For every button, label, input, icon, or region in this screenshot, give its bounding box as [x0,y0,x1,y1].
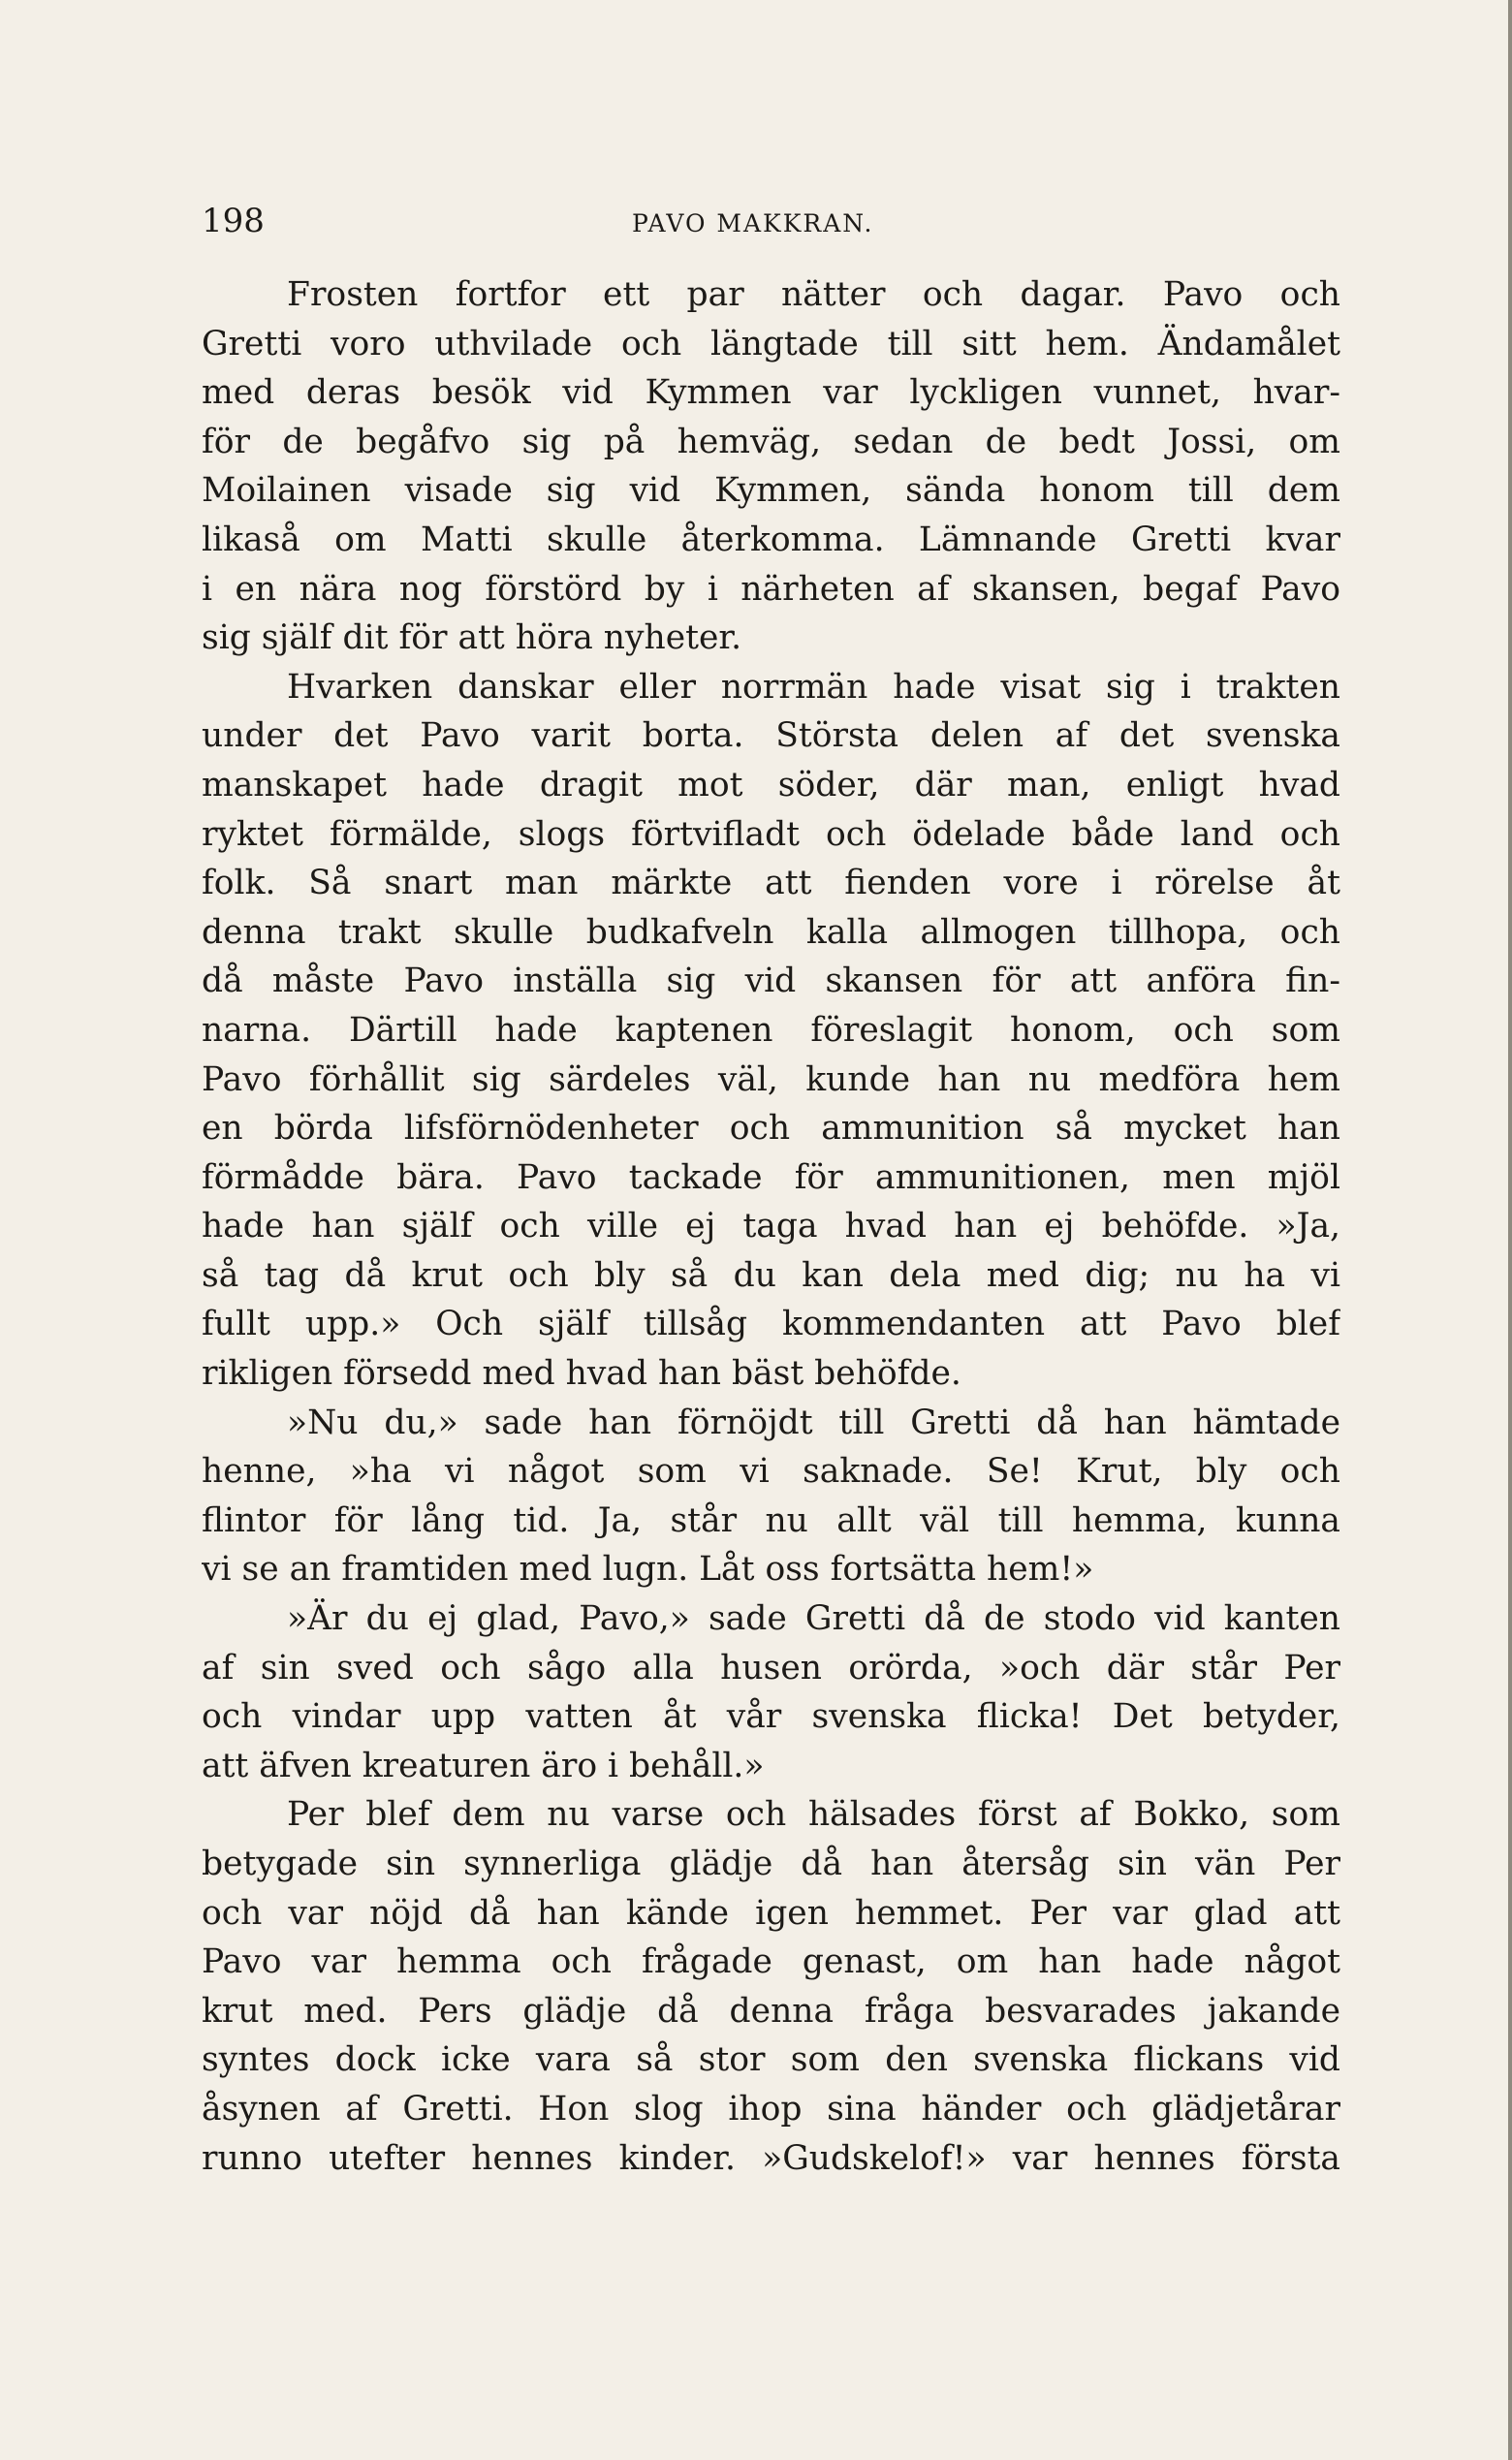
text-line: syntes dock icke vara så stor som den svenska flickans vid [202,2040,1340,2080]
text-line: narna. Därtill hade kaptenen föreslagit honom, och som [202,1010,1340,1050]
text-line: med deras besök vid Kymmen var lyckligen vunnet, hvar- [202,373,1340,413]
page-header [202,202,1343,240]
text-line: »Är du ej glad, Pavo,» sade Gretti då de stodo vid kanten [287,1599,1340,1639]
text-line: och var nöjd då han kände igen hemmet. Per var glad att [202,1893,1340,1933]
text-line: manskapet hade dragit mot söder, där man, enligt hvad [202,765,1340,804]
text-line: Pavo var hemma och frågade genast, om han hade något [202,1942,1340,1982]
page-number: 198 [202,202,265,240]
text-line: fullt upp.» Och själf tillsåg kommendanten att Pavo blef [202,1305,1340,1344]
text-line: flintor för lång tid. Ja, står nu allt väl till hemma, kunna [202,1500,1340,1540]
page-edge [1508,0,1512,2460]
text-line: en börda lifsförnödenheter och ammunition så mycket han [202,1109,1340,1149]
text-line: henne, »ha vi något som vi saknade. Se! Krut, bly och [202,1452,1340,1492]
body-text [202,270,1340,2183]
text-line: så tag då krut och bly så du kan dela med dig; nu ha vi [202,1255,1340,1295]
text-line: Pavo förhållit sig särdeles väl, kunde han nu medföra hem [202,1059,1340,1099]
text-line: Moilainen visade sig vid Kymmen, sända honom till dem [202,471,1340,511]
text-line: då måste Pavo inställa sig vid skansen för att anföra fin- [202,962,1340,1001]
text-line: rikligen försedd med hvad han bäst behöfde. [202,1354,961,1394]
text-line: hade han själf och ville ej taga hvad han ej behöfde. »Ja, [202,1207,1340,1246]
text-line: af sin sved och sågo alla husen orörda, »och där står Per [202,1648,1340,1687]
text-line: Gretti voro uthvilade och längtade till sitt hem. Ändamålet [202,324,1340,363]
text-line: Hvarken danskar eller norrmän hade visat sig i trakten [287,667,1340,707]
text-line: för de begåfvo sig på hemväg, sedan de bedt Jossi, om [202,422,1340,461]
text-line: ryktet förmälde, slogs förtvifladt och ödelade både land och [202,814,1340,854]
text-line: »Nu du,» sade han förnöjdt till Gretti då han hämtade [287,1403,1340,1442]
running-head: PAVO MAKKRAN. [632,209,874,237]
text-line: krut med. Pers glädje då denna fråga besvarades jakande [202,1991,1340,2031]
text-line: folk. Så snart man märkte att fienden vore i rörelse åt [202,864,1340,903]
text-line: Frosten fortfor ett par nätter och dagar. Pavo och [287,275,1340,314]
text-line: och vindar upp vatten åt vår svenska flicka! Det betyder, [202,1697,1340,1737]
text-line: i en nära nog förstörd by i närheten af skansen, begaf Pavo [202,569,1340,609]
text-line: likaså om Matti skulle återkomma. Lämnande Gretti kvar [202,520,1340,559]
text-line: betygade sin synnerliga glädje då han återsåg sin vän Per [202,1845,1340,1883]
text-line: runno utefter hennes kinder. »Gudskelof!» var hennes första [202,2138,1340,2178]
text-line: åsynen af Gretti. Hon slog ihop sina händer och glädjetårar [202,2089,1340,2129]
text-line: att äfven kreaturen äro i behåll.» [202,1746,765,1785]
text-line: under det Pavo varit borta. Största delen af det svenska [202,716,1340,756]
text-line: denna trakt skulle budkafveln kalla allmogen tillhopa, och [202,912,1340,952]
text-line: Per blef dem nu varse och hälsades först af Bokko, som [287,1795,1340,1835]
text-line: vi se an framtiden med lugn. Låt oss fortsätta hem!» [202,1550,1094,1590]
text-line: sig själf dit för att höra nyheter. [202,618,742,658]
text-line: förmådde bära. Pavo tackade för ammunitionen, men mjöl [202,1157,1340,1197]
